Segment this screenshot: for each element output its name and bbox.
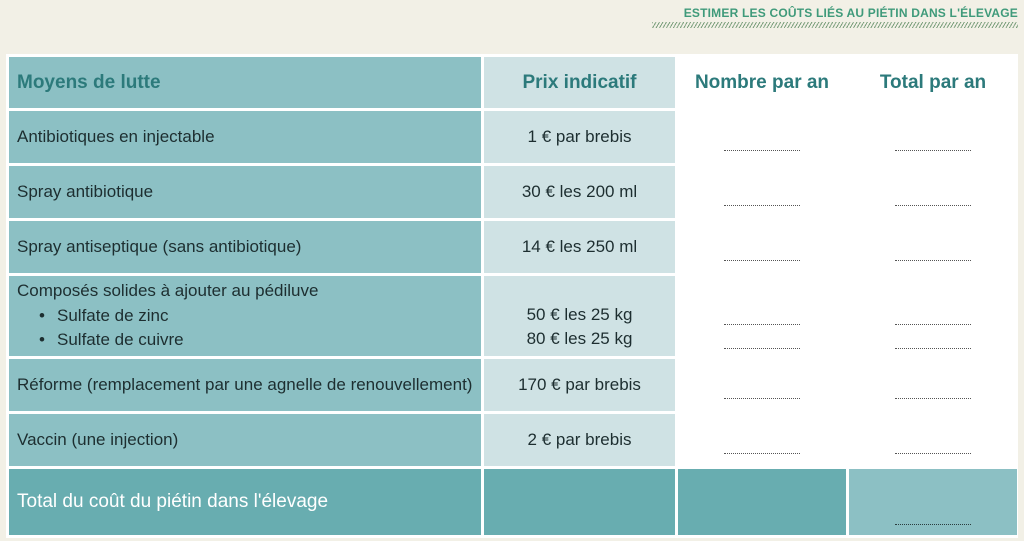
nombre-field-group: [678, 276, 846, 356]
column-header-prix: Prix indicatif: [484, 57, 675, 108]
sub-item-price: 50 € les 25 kg: [526, 305, 633, 324]
row-price: 2 € par brebis: [484, 414, 675, 466]
dotted-line: [895, 523, 971, 525]
dotted-line: [895, 259, 971, 261]
nombre-field[interactable]: [678, 221, 846, 273]
row-label: Réforme (remplacement par une agnelle de renouvellement): [9, 359, 481, 411]
total-row: [9, 469, 1017, 535]
row-price: 14 € les 250 ml: [484, 221, 675, 273]
page-title: ESTIMER LES COÛTS LIÉS AU PIÉTIN DANS L'ÉLEVAGE: [683, 6, 1018, 20]
total-field-group: [849, 276, 1017, 356]
dotted-line: [895, 204, 971, 206]
dotted-line: [724, 323, 800, 325]
total-row-filler: [678, 469, 846, 535]
row-label: Vaccin (une injection): [9, 414, 481, 466]
dotted-line: [724, 397, 800, 399]
grand-total-field[interactable]: [849, 469, 1017, 535]
total-field[interactable]: [849, 325, 1017, 349]
row-label: Antibiotiques en injectable: [9, 111, 481, 163]
table-row: [9, 276, 1017, 356]
dotted-line: [724, 204, 800, 206]
nombre-field[interactable]: [678, 301, 846, 325]
row-label-group: [9, 276, 481, 356]
total-label: Total du coût du piétin dans l'élevage: [9, 469, 481, 535]
sub-item-price: 80 € les 25 kg: [526, 329, 633, 348]
table-row: [9, 166, 1017, 218]
sub-item-label: • Sulfate de cuivre: [17, 328, 481, 352]
row-price: 30 € les 200 ml: [484, 166, 675, 218]
dotted-line: [895, 397, 971, 399]
row-label: Spray antibiotique: [9, 166, 481, 218]
row-label: Spray antiseptique (sans antibiotique): [9, 221, 481, 273]
table-row: [9, 221, 1017, 273]
dotted-line: [895, 452, 971, 454]
table-header-row: [9, 57, 1017, 108]
total-field[interactable]: [849, 414, 1017, 466]
table-row: [9, 111, 1017, 163]
row-price-group: [484, 276, 675, 356]
dotted-line: [724, 452, 800, 454]
cost-table: [6, 54, 1020, 538]
sub-item-list: [17, 304, 481, 352]
total-field[interactable]: [849, 166, 1017, 218]
row-label: Composés solides à ajouter au pédiluve: [17, 281, 319, 300]
nombre-field[interactable]: [678, 359, 846, 411]
cost-table-container: [6, 54, 1018, 538]
dotted-line: [724, 259, 800, 261]
total-field[interactable]: [849, 301, 1017, 325]
row-price: 1 € par brebis: [484, 111, 675, 163]
nombre-field[interactable]: [678, 166, 846, 218]
nombre-field[interactable]: [678, 111, 846, 163]
dotted-line: [724, 347, 800, 349]
table-row: [9, 414, 1017, 466]
title-underline: [652, 22, 1018, 28]
dotted-line: [895, 347, 971, 349]
nombre-field[interactable]: [678, 414, 846, 466]
total-field[interactable]: [849, 111, 1017, 163]
dotted-line: [724, 149, 800, 151]
column-header-moyens: Moyens de lutte: [9, 57, 481, 108]
total-field[interactable]: [849, 359, 1017, 411]
row-price: 170 € par brebis: [484, 359, 675, 411]
total-field[interactable]: [849, 221, 1017, 273]
nombre-field[interactable]: [678, 325, 846, 349]
total-row-filler: [484, 469, 675, 535]
table-row: [9, 359, 1017, 411]
dotted-line: [895, 323, 971, 325]
column-header-total: Total par an: [849, 57, 1017, 108]
sub-item-label: • Sulfate de zinc: [17, 304, 481, 328]
column-header-nombre: Nombre par an: [678, 57, 846, 108]
dotted-line: [895, 149, 971, 151]
